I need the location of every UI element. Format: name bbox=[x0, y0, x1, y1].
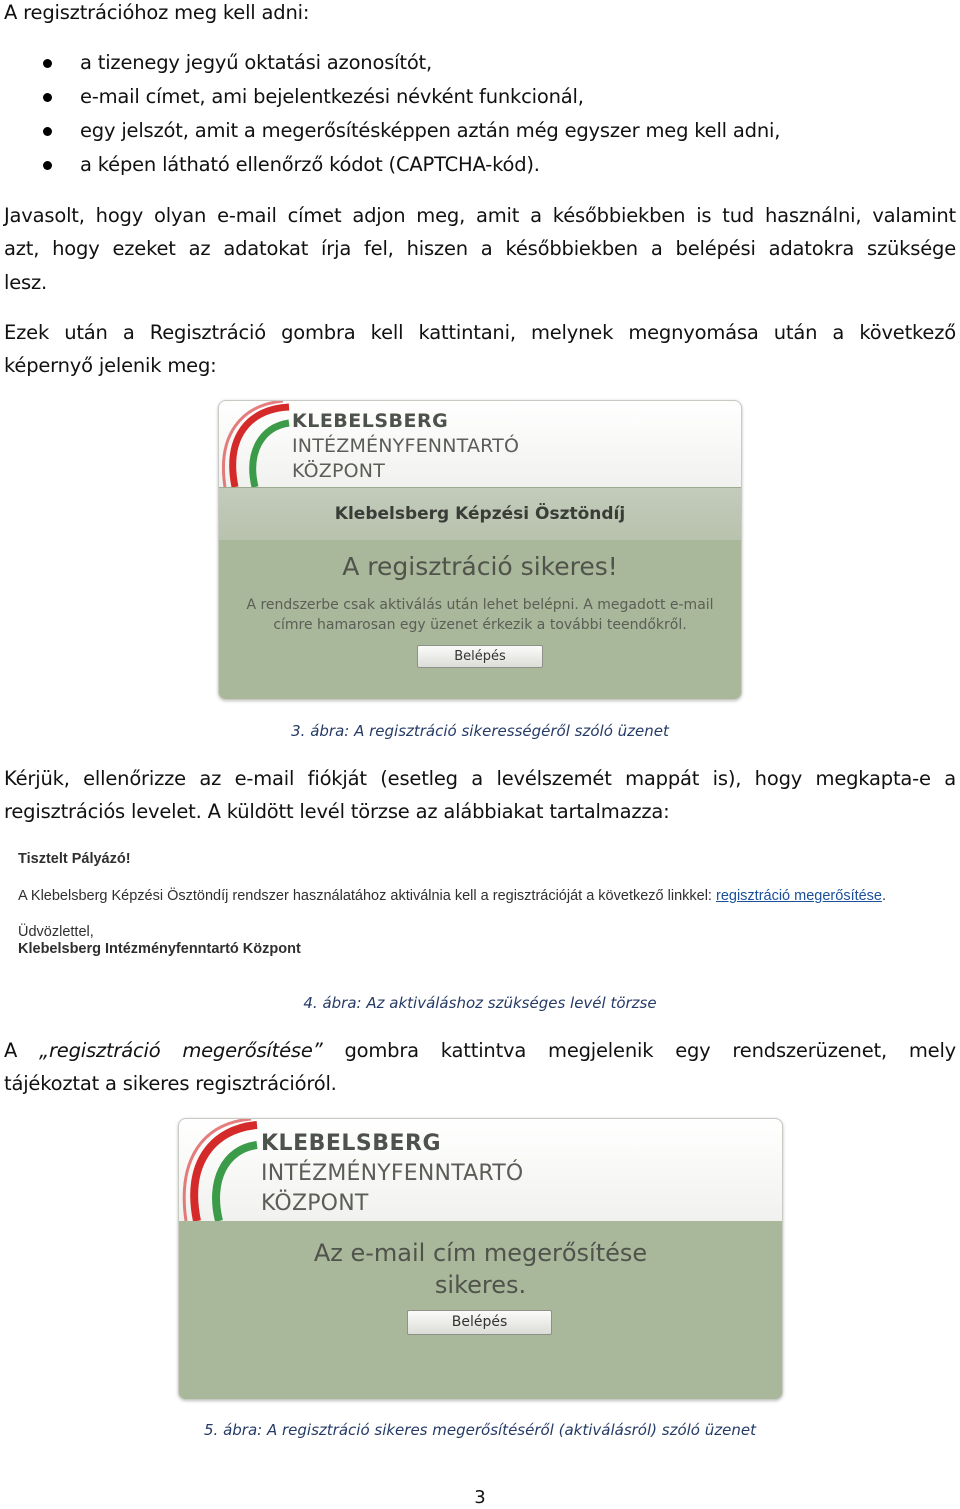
paragraph-4-rest: gombra kattintva megjelenik egy rendszerüzenet, mely bbox=[322, 1039, 956, 1062]
page-number: 3 bbox=[474, 1487, 486, 1508]
paragraph-4-quoted: „regisztráció megerősítése” bbox=[39, 1039, 323, 1062]
email-body-end: . bbox=[882, 888, 887, 904]
organization-name bbox=[261, 1129, 523, 1219]
paragraph-1-line-2: azt, hogy ezeket az adatokat írja fel, hiszen a későbbiekben a belépési adatokra szüksége bbox=[4, 237, 956, 260]
paragraph-1-line-1: Javasolt, hogy olyan e-mail címet adjon meg, amit a későbbiekben is tud használni, valamint bbox=[4, 204, 956, 227]
email-body-line bbox=[18, 888, 886, 904]
org-line-1: KLEBELSBERG bbox=[261, 1131, 442, 1156]
requirements-list bbox=[0, 46, 960, 182]
figure-5-caption: 5. ábra: A regisztráció sikeres megerősítéséről (aktiválásról) szóló üzenet bbox=[204, 1421, 756, 1439]
email-sign-1: Üdvözlettel, bbox=[18, 924, 94, 940]
paragraph-4-prefix: A bbox=[4, 1039, 40, 1062]
paragraph-3-line-2: regisztrációs levelet. A küldött levél törzse az alábbiakat tartalmazza: bbox=[4, 800, 670, 823]
paragraph-4-line-2: tájékoztat a sikeres regisztrációról. bbox=[4, 1072, 337, 1095]
figure-4-caption: 4. ábra: Az aktiváláshoz szükséges levél törzse bbox=[303, 994, 657, 1012]
klebelsberg-logo-icon bbox=[219, 401, 294, 487]
intro-text: A regisztrációhoz meg kell adni: bbox=[4, 1, 310, 24]
org-line-3: KÖZPONT bbox=[261, 1191, 369, 1216]
list-item: e-mail címet, ami bejelentkezési névként funkcionál, bbox=[0, 80, 960, 114]
login-button[interactable]: Belépés bbox=[417, 645, 543, 668]
confirmation-title bbox=[179, 1237, 782, 1301]
email-greeting: Tisztelt Pályázó! bbox=[18, 851, 131, 867]
list-item: egy jelszót, amit a megerősítésképpen aztán még egyszer meg kell adni, bbox=[0, 114, 960, 148]
figure-3-caption: 3. ábra: A regisztráció sikerességéről szóló üzenet bbox=[291, 722, 669, 740]
list-item: a tizenegy jegyű oktatási azonosítót, bbox=[0, 46, 960, 80]
screenshot-header bbox=[219, 401, 741, 487]
activation-link[interactable]: regisztráció megerősítése bbox=[715, 888, 882, 904]
organization-name bbox=[292, 409, 519, 484]
confirmation-title-line-1: Az e-mail cím megerősítése bbox=[313, 1239, 648, 1267]
paragraph-2-line-1: Ezek után a Regisztráció gombra kell kattintani, melynek megnyomása után a következő bbox=[4, 321, 956, 344]
paragraph-3-line-1: Kérjük, ellenőrizze az e-mail fiókját (esetleg a levélszemét mappát is), hogy megkapta-e a bbox=[4, 767, 956, 790]
confirmation-title-line-2: sikeres. bbox=[434, 1271, 527, 1299]
email-confirmed-screenshot bbox=[178, 1118, 783, 1400]
login-button[interactable]: Belépés bbox=[407, 1310, 552, 1335]
org-line-3: KÖZPONT bbox=[292, 460, 386, 482]
success-message bbox=[219, 595, 741, 635]
activation-email-body bbox=[15, 848, 945, 963]
message-line-2: címre hamarosan egy üzenet érkezik a további teendőkről. bbox=[273, 617, 687, 633]
paragraph-1-line-3: lesz. bbox=[4, 271, 48, 294]
org-line-2: INTÉZMÉNYFENNTARTÓ bbox=[292, 435, 520, 457]
registration-success-screenshot bbox=[218, 400, 742, 700]
email-sign-2: Klebelsberg Intézményfenntartó Központ bbox=[18, 941, 301, 957]
success-title: A regisztráció sikeres! bbox=[342, 552, 618, 581]
email-body-text: A Klebelsberg Képzési Ösztöndíj rendszer használatához aktiválnia kell a regisztrációját a következő linkkel: bbox=[18, 888, 712, 904]
list-item: a képen látható ellenőrző kódot (CAPTCHA-kód). bbox=[0, 148, 960, 182]
program-subtitle: Klebelsberg Képzési Ösztöndíj bbox=[219, 487, 741, 540]
org-line-2: INTÉZMÉNYFENNTARTÓ bbox=[261, 1161, 524, 1186]
paragraph-2-line-2: képernyő jelenik meg: bbox=[4, 354, 217, 377]
org-line-1: KLEBELSBERG bbox=[292, 410, 449, 432]
paragraph-4-line-1 bbox=[4, 1034, 956, 1068]
screenshot-header bbox=[179, 1119, 782, 1221]
klebelsberg-logo-icon bbox=[179, 1119, 261, 1221]
message-line-1: A rendszerbe csak aktiválás után lehet belépni. A megadott e-mail bbox=[246, 597, 714, 613]
